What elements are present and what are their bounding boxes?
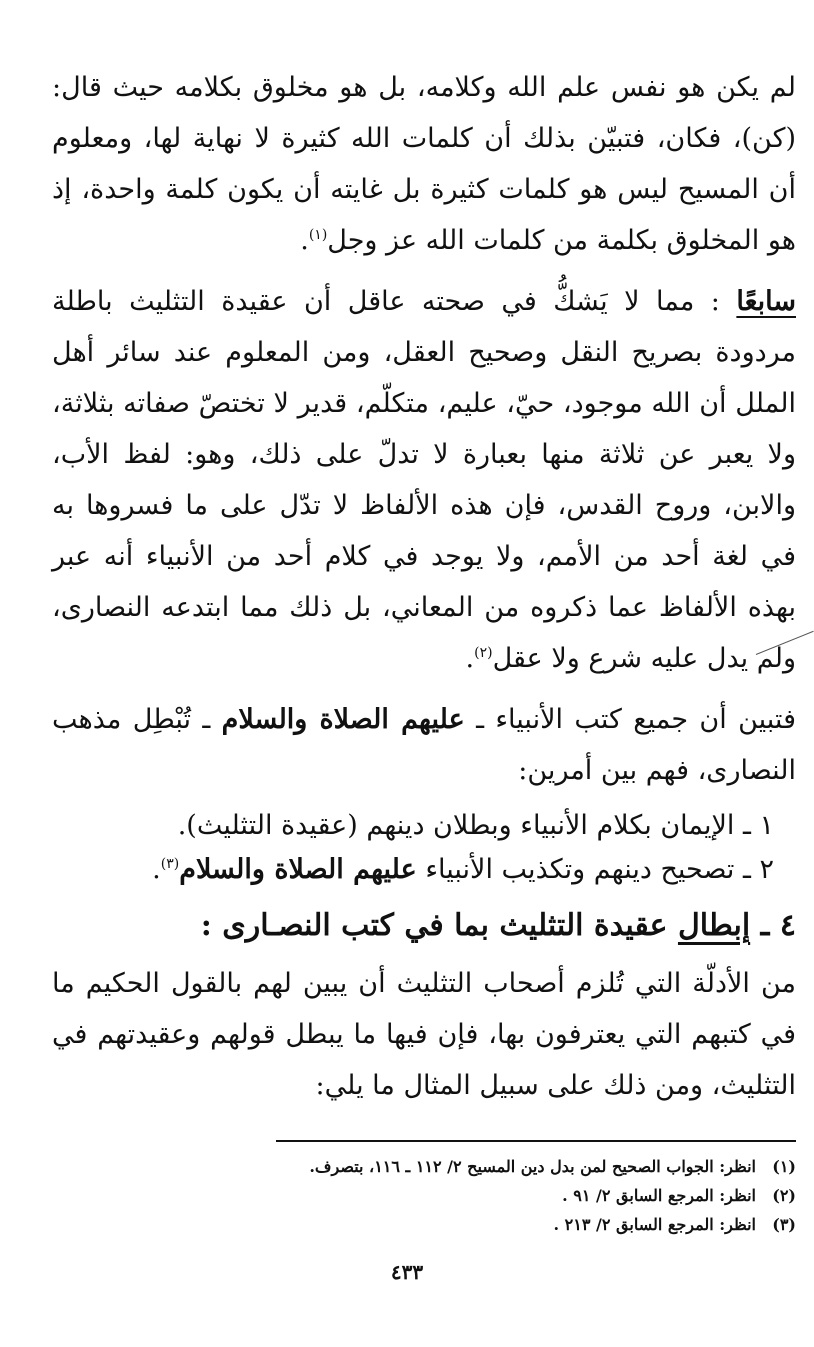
footnote-ref-1[interactable]: (١) [308,227,328,243]
section-heading [52,898,796,954]
paragraph-4 [52,958,796,1111]
paragraph-3 [52,694,796,796]
paragraph-3-bold: عليهم الصلاة والسلام [221,704,465,735]
paragraph-2-text: : مما لا يَشكُّ في صحته عاقل أن عقيدة التثليث باطلة مردودة بصريح النقل وصحيح العقل، ومن المعلوم عند سائر أهل الملل أن الله موجود، حيّ، عليم، متكلّم، قدير لا تختصّ صفاته بثلاثة، ولا يعبر عن ثلاثة منها بعبارة لا تدلّ على ذلك، وهو: لفظ الأب، والابن، وروح القدس، فإن هذه الألفاظ لا تدّل على ما فسروها به في لغة أحد من الأمم، ولا يوجد في كلام أحد من الأنبياء أنه عبر بهذه الألفاظ عما ذكروه من المعاني، بل ذلك مما ابتدعه النصارى، ولم يدل عليه شرع ولا عقل [52,286,796,674]
page-body [52,62,796,1111]
footnotes [52,1140,796,1239]
footnote-1 [52,1152,796,1181]
paragraph-2-lead: سابعًا [736,286,796,317]
footnote-1-text: انظر: الجواب الصحيح لمن بدل دين المسيح ٢/ ١١٢ ـ ١١٦، بتصرف. [309,1157,756,1176]
footnote-divider [276,1140,796,1142]
section-heading-underlined: إبطال [677,908,751,943]
section-heading-rest: عقيدة التثليث بما في كتب النصـارى [222,908,668,943]
footnote-ref-3[interactable]: (٣) [160,856,180,872]
footnote-3-number: (٣) [772,1215,796,1234]
section-heading-colon: : [200,908,212,943]
footnote-1-number: (١) [772,1157,796,1176]
paragraph-1-end: . [300,225,309,256]
footnote-ref-2[interactable]: (٢) [474,645,493,661]
list-item-2-text: ٢ ـ تصحيح دينهم وتكذيب الأنبياء [425,854,774,885]
section-heading-number: ٤ ـ [760,908,796,943]
paragraph-1 [52,62,796,266]
footnote-2 [52,1181,796,1210]
paragraph-2-end: . [465,643,475,674]
paragraph-1-text: لم يكن هو نفس علم الله وكلامه، بل هو مخلوق بكلامه حيث قال: (كن)، فكان، فتبيّن بذلك أن كلمات الله كثيرة لا نهاية لها، ومعلوم أن المسيح ليس هو كلمات كثيرة بل غايته أن يكون كلمة واحدة، إذ هو المخلوق بكلمة من كلمات الله عز وجل [52,72,796,256]
list-item-2-end: . [152,854,161,885]
paragraph-2 [52,276,796,684]
paragraph-3-text-a: فتبين أن جميع كتب الأنبياء ـ [476,704,796,735]
paragraph-3-text-b: ـ تُبْطِل مذهب النصارى، فهم بين أمرين: [52,704,796,786]
page-number: ٤٣٣ [390,1260,424,1284]
paragraph-4-text: من الأدلّة التي تُلزم أصحاب التثليث أن يبين لهم بالقول الحكيم ما في كتبهم التي يعترفون بها، فإن فيها ما يبطل قولهم وعقيدتهم في التثليث، ومن ذلك على سبيل المثال ما يلي: [52,968,796,1101]
footnote-3 [52,1210,796,1239]
footnote-3-text: انظر: المرجع السابق ٢/ ٢١٣ . [553,1215,756,1234]
list-item-2 [52,848,774,892]
options-list [52,804,796,892]
footnote-2-number: (٢) [772,1186,796,1205]
list-item-1 [52,804,774,848]
list-item-1-text: ١ ـ الإيمان بكلام الأنبياء وبطلان دينهم (عقيدة التثليث). [177,810,774,841]
list-item-2-bold: عليهم الصلاة والسلام [179,854,417,885]
footnote-2-text: انظر: المرجع السابق ٢/ ٩١ . [562,1186,756,1205]
